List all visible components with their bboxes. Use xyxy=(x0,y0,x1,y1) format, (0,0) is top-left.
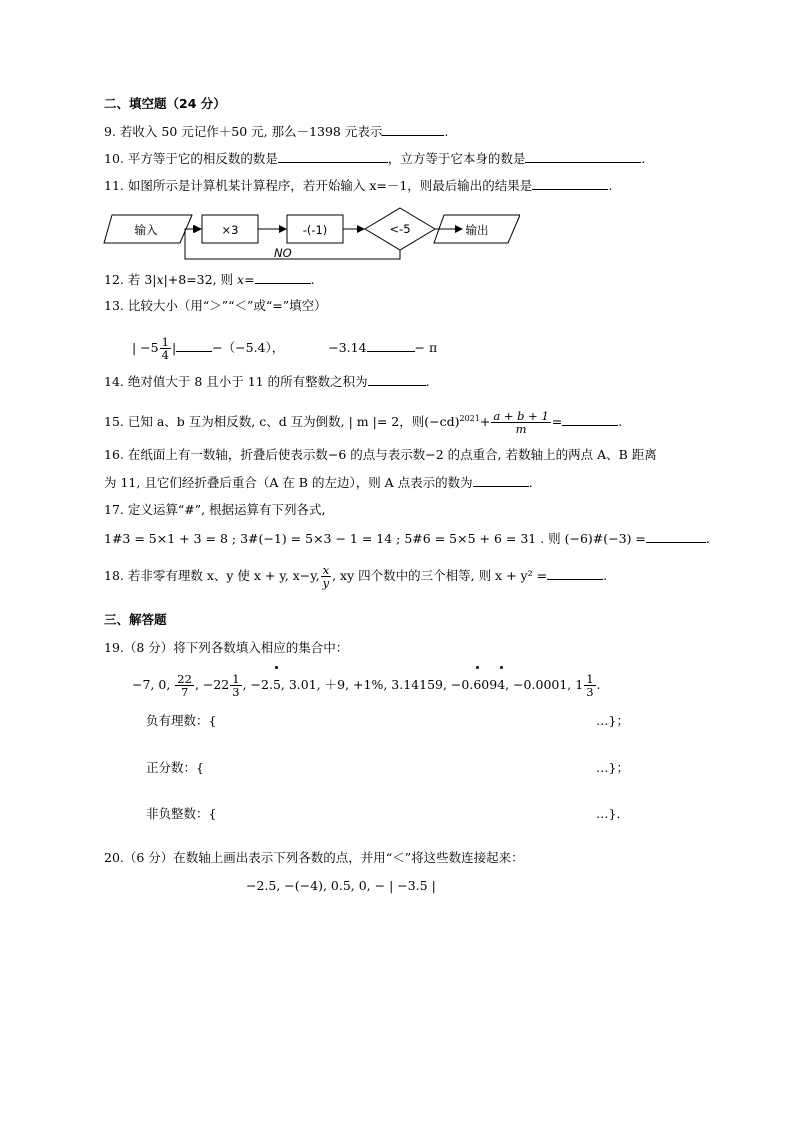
fraction: $\frac{22}{7}$ xyxy=(177,672,192,699)
fraction: $\frac{1}{4}$ xyxy=(161,335,169,362)
question-12: 12. 若 3|x|+8=32, 则 x= . xyxy=(104,272,315,287)
input-label: 输入 xyxy=(134,223,158,237)
set-negative-rationals-label: 负有理数：{ xyxy=(146,713,217,728)
answer-blank[interactable] xyxy=(525,150,641,163)
answer-blank[interactable] xyxy=(176,339,212,352)
output-label: 输出 xyxy=(465,223,489,237)
fraction: $\frac{1}{3}$ xyxy=(232,672,240,699)
repeating-digit: 4 xyxy=(497,669,505,701)
answer-blank[interactable] xyxy=(368,373,426,386)
answer-blank[interactable] xyxy=(382,123,444,136)
set-nonnegative-integers-label: 非负整数：{ xyxy=(146,806,217,821)
question-15: 15. 已知 a、b 互为相反数, c、d 互为倒数, | m |= 2，则$(-cd)^{2021}+$ $\frac{a + b + 1}{m}$ = . xyxy=(104,409,623,437)
question-17-line-2: 1#3 = 5×1 + 3 = 8 ; 3#(−1) = 5×3 − 1 = 14 ; 5#6 = 5×5 + 6 = 31 . 则 (−6)#(−3) = . xyxy=(104,531,710,546)
question-10: 10. 平方等于它的相反数的数是 ，立方等于它本身的数是 . xyxy=(104,151,646,166)
answer-blank[interactable] xyxy=(278,150,388,163)
calculation-flowchart xyxy=(100,205,520,267)
times-3-label: ×3 xyxy=(221,223,239,237)
question-14: 14. 绝对值大于 8 且小于 11 的所有整数之积为 . xyxy=(104,374,430,389)
question-19-title: 19.（8 分）将下列各数填入相应的集合中： xyxy=(104,640,349,655)
question-13: 13. 比较大小（用“＞”“＜”或“=”填空） xyxy=(104,298,327,313)
section-2-title: 二、填空题（24 分） xyxy=(104,96,226,111)
condition-label: <-5 xyxy=(389,222,411,236)
loop-back-line xyxy=(185,229,400,259)
set-positive-fractions-end: …}； xyxy=(596,760,629,775)
answer-blank[interactable] xyxy=(646,530,706,543)
answer-blank[interactable] xyxy=(367,339,415,352)
fraction: $\frac{1}{3}$ xyxy=(586,672,594,699)
section-3-title: 三、解答题 xyxy=(104,612,167,627)
fraction: $\frac{a + b + 1}{m}$ xyxy=(493,409,549,437)
answer-blank[interactable] xyxy=(473,474,529,487)
set-nonnegative-integers-end: …}． xyxy=(596,806,629,821)
question-11: 11. 如图所示是计算机某计算程序，若开始输入 x=－1，则最后输出的结果是 . xyxy=(104,178,613,193)
question-20-numbers: −2.5, −(−4), 0.5, 0, − | −3.5 | xyxy=(246,878,436,893)
answer-blank[interactable] xyxy=(532,177,608,190)
repeating-digit: 6 xyxy=(473,669,481,701)
question-16-line-2: 为 11, 且它们经折叠后重合（A 在 B 的左边），则 A 点表示的数为 . xyxy=(104,475,533,490)
answer-blank[interactable] xyxy=(547,567,603,580)
question-17-line-1: 17. 定义运算“#”, 根据运算有下列各式, xyxy=(104,502,326,517)
question-19-numbers: −7, 0, $\frac{22}{7}$ , −22 $\frac{1}{3}$ , −2.5, 3.01, ＋9, +1%, 3.14159, −0.6094, −0.0001, 1 $\frac{1}{3}$ . xyxy=(132,669,601,701)
answer-blank[interactable] xyxy=(255,271,311,284)
minus-neg1-label: -(-1) xyxy=(302,223,328,237)
set-negative-rationals-end: …}； xyxy=(596,713,629,728)
question-18: 18. 若非零有理数 x、y 使 x + y, x−y, $\frac{x}{y}$ , xy 四个数中的三个相等, 则 x + y² = . xyxy=(104,563,608,590)
set-positive-fractions-label: 正分数：{ xyxy=(146,760,204,775)
no-label: NO xyxy=(274,246,292,260)
question-20-title: 20.（6 分）在数轴上画出表示下列各数的点，并用“＜”将这些数连接起来： xyxy=(104,850,524,865)
fraction: $\frac{x}{y}$ xyxy=(322,563,330,590)
repeating-digit: 5 xyxy=(273,669,281,701)
answer-blank[interactable] xyxy=(562,413,618,426)
question-16-line-1: 16. 在纸面上有一数轴，折叠后使表示数−6 的点与表示数−2 的点重合, 若数轴上的两点 A、B 距离 xyxy=(104,447,657,462)
question-13-compare: | −5 $\frac{1}{4}$ | −（−5.4）， −3.14 − π xyxy=(132,335,438,362)
question-9: 9. 若收入 50 元记作＋50 元, 那么－1398 元表示 . xyxy=(104,124,449,139)
